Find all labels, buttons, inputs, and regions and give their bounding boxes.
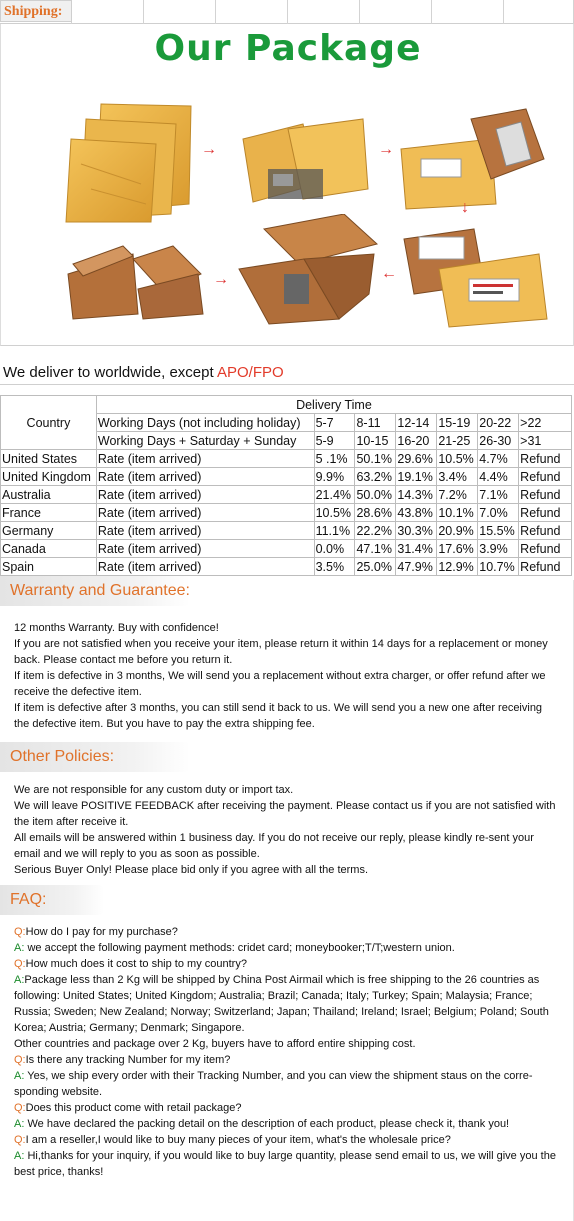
deliver-statement — [3, 364, 284, 381]
country-header: Country — [1, 396, 97, 450]
q-prefix: Q: — [14, 926, 26, 938]
faq-question: Q:Is there any tracking Number for my item? — [14, 1054, 231, 1066]
table-cell: 63.2% — [355, 468, 396, 486]
shipping-label: Shipping: — [0, 0, 72, 22]
grid-cell — [288, 0, 360, 24]
a-prefix: A: — [14, 1118, 25, 1130]
table-cell: 20-22 — [478, 414, 519, 432]
table-cell: 25.0% — [355, 558, 396, 576]
package-section — [0, 24, 574, 346]
grid-cell — [72, 0, 144, 24]
q-prefix: Q: — [14, 1102, 26, 1114]
table-cell: 15-19 — [437, 414, 478, 432]
rate-label: Rate (item arrived) — [96, 450, 314, 468]
arrow-right-icon: → — [378, 141, 394, 158]
divider — [0, 384, 574, 385]
faq-answer-extra: Other countries and package over 2 Kg, buyers have to afford entire shipping cost. — [14, 1038, 416, 1050]
faq-answer: A: Yes, we ship every order with their Tracking Number, and you can view the shipment staus on the corre-sponding website. — [14, 1070, 533, 1098]
top-grid-strip — [0, 0, 574, 24]
table-cell: Refund — [519, 486, 572, 504]
table-cell: 5-7 — [314, 414, 355, 432]
arrow-right-icon: → — [201, 141, 217, 158]
a-prefix: A: — [14, 942, 25, 954]
table-cell: 4.4% — [478, 468, 519, 486]
table-cell: 14.3% — [396, 486, 437, 504]
table-cell: Refund — [519, 540, 572, 558]
rate-label: Rate (item arrived) — [96, 558, 314, 576]
country-cell: Spain — [1, 558, 97, 576]
faq-heading: FAQ: — [0, 885, 104, 915]
table-cell: Refund — [519, 450, 572, 468]
table-cell: 3.4% — [437, 468, 478, 486]
envelope-with-item-image — [223, 114, 373, 214]
table-cell: 5-9 — [314, 432, 355, 450]
table-row — [1, 468, 572, 486]
table-cell: Refund — [519, 468, 572, 486]
working-days-weekend-label: Working Days + Saturday + Sunday — [96, 432, 314, 450]
grid-cell — [144, 0, 216, 24]
grid-cell — [360, 0, 432, 24]
faq-answer: A: Hi,thanks for your inquiry, if you would like to buy large quantity, please send email to us, we will give you the best price, thanks! — [14, 1150, 556, 1178]
grid-cell — [216, 0, 288, 24]
grid-cell — [432, 0, 504, 24]
faq-question: Q:Does this product come with retail package? — [14, 1102, 242, 1114]
rate-label: Rate (item arrived) — [96, 468, 314, 486]
table-row — [1, 396, 572, 414]
table-cell: 16-20 — [396, 432, 437, 450]
table-cell: 4.7% — [478, 450, 519, 468]
warranty-line: If you are not satisfied when you receive your item, please return it within 14 days for a replacement or money back. Please contact me before you return it. — [14, 638, 548, 666]
apo-fpo-highlight: APO/FPO — [217, 364, 284, 381]
rate-label: Rate (item arrived) — [96, 486, 314, 504]
table-row — [1, 540, 572, 558]
policies-body — [14, 782, 560, 878]
envelope-and-box-image — [396, 104, 546, 214]
q-prefix: Q: — [14, 1134, 26, 1146]
table-cell: 9.9% — [314, 468, 355, 486]
open-box-image — [63, 234, 208, 324]
policy-line: We are not responsible for any custom duty or import tax. — [14, 784, 294, 796]
table-row — [1, 504, 572, 522]
table-cell: 3.9% — [478, 540, 519, 558]
country-cell: United States — [1, 450, 97, 468]
rate-label: Rate (item arrived) — [96, 540, 314, 558]
table-cell: 21-25 — [437, 432, 478, 450]
table-cell: 7.2% — [437, 486, 478, 504]
package-title: Our Package — [154, 28, 422, 69]
faq-answer: A: We have declared the packing detail on the description of each product, please check it, thank you! — [14, 1118, 510, 1130]
table-cell: 50.1% — [355, 450, 396, 468]
deliver-text: We deliver to worldwide, except — [3, 364, 217, 381]
policies-heading: Other Policies: — [0, 742, 190, 772]
table-cell: 8-11 — [355, 414, 396, 432]
table-cell: 22.2% — [355, 522, 396, 540]
faq-answer: A: we accept the following payment methods: cridet card; moneybooker;T/T;western union. — [14, 942, 455, 954]
faq-answer: A:Package less than 2 Kg will be shipped by China Post Airmail which is free shipping to the 26 countries as following: United States; United Kingdom; Australia; Brazil; Canada; Italy; Turkey; Spain; Malaysia; France; Russia; Sweden; New Zealand; Norway; Switzerland; Japan; Thailand; Ireland; Israel; Belgium; Poland; South Korea; Austria; Germany; Denmark; Singapore. — [14, 974, 549, 1034]
grid-cell — [504, 0, 574, 24]
arrow-left-icon: ← — [381, 265, 397, 282]
country-cell: Germany — [1, 522, 97, 540]
warranty-body — [14, 620, 560, 732]
table-cell: 10.7% — [478, 558, 519, 576]
country-cell: Australia — [1, 486, 97, 504]
table-cell: 26-30 — [478, 432, 519, 450]
table-cell: 10.5% — [314, 504, 355, 522]
working-days-label: Working Days (not including holiday) — [96, 414, 314, 432]
table-cell: 7.0% — [478, 504, 519, 522]
table-cell: 7.1% — [478, 486, 519, 504]
table-cell: 30.3% — [396, 522, 437, 540]
table-cell: 15.5% — [478, 522, 519, 540]
table-cell: 28.6% — [355, 504, 396, 522]
delivery-time-header: Delivery Time — [96, 396, 571, 414]
sealed-envelope-image — [399, 219, 549, 329]
q-prefix: Q: — [14, 958, 26, 970]
table-cell: 20.9% — [437, 522, 478, 540]
faq-question: Q:How do I pay for my purchase? — [14, 926, 178, 938]
warranty-line: If item is defective after 3 months, you can still send it back to us. We will send you a new one after receiving the defective item. But you have to pay the extra shipping fee. — [14, 702, 543, 730]
box-with-item-image — [229, 214, 379, 326]
delivery-rate-table — [0, 395, 572, 576]
table-cell: 21.4% — [314, 486, 355, 504]
country-cell: United Kingdom — [1, 468, 97, 486]
arrow-down-icon: ↓ — [461, 199, 469, 216]
table-cell: 43.8% — [396, 504, 437, 522]
table-cell: 5 .1% — [314, 450, 355, 468]
table-cell: 31.4% — [396, 540, 437, 558]
policy-line: All emails will be answered within 1 business day. If you do not receive our reply, please kindly re-sent your email and we will reply to you as soon as possible. — [14, 832, 534, 860]
warranty-line: 12 months Warranty. Buy with confidence! — [14, 622, 219, 634]
table-cell: 10.1% — [437, 504, 478, 522]
table-cell: Refund — [519, 558, 572, 576]
table-cell: 19.1% — [396, 468, 437, 486]
table-cell: 0.0% — [314, 540, 355, 558]
table-cell: Refund — [519, 504, 572, 522]
table-cell: >22 — [519, 414, 572, 432]
faq-question: Q:How much does it cost to ship to my country? — [14, 958, 247, 970]
rate-label: Rate (item arrived) — [96, 522, 314, 540]
country-cell: France — [1, 504, 97, 522]
faq-question: Q:I am a reseller,I would like to buy many pieces of your item, what's the wholesale price? — [14, 1134, 451, 1146]
table-cell: 17.6% — [437, 540, 478, 558]
table-cell: 47.9% — [396, 558, 437, 576]
table-cell: 3.5% — [314, 558, 355, 576]
arrow-right-icon: → — [213, 271, 229, 288]
table-cell: 11.1% — [314, 522, 355, 540]
table-row — [1, 486, 572, 504]
a-prefix: A: — [14, 974, 25, 986]
table-cell: 10.5% — [437, 450, 478, 468]
warranty-line: If item is defective in 3 months, We will send you a replacement without extra charger, or offer refund after we receive the defective item. — [14, 670, 546, 698]
policy-line: We will leave POSITIVE FEEDBACK after receiving the payment. Please contact us if you are not satisfied with the item after receive it. — [14, 800, 556, 828]
table-cell: 12.9% — [437, 558, 478, 576]
q-prefix: Q: — [14, 1054, 26, 1066]
table-cell: Refund — [519, 522, 572, 540]
policy-line: Serious Buyer Only! Please place bid only if you agree with all the terms. — [14, 864, 369, 876]
table-cell: 12-14 — [396, 414, 437, 432]
warranty-heading: Warranty and Guarantee: — [0, 576, 190, 606]
table-row — [1, 558, 572, 576]
table-row — [1, 450, 572, 468]
table-cell: >31 — [519, 432, 572, 450]
table-row — [1, 522, 572, 540]
rate-label: Rate (item arrived) — [96, 504, 314, 522]
table-cell: 29.6% — [396, 450, 437, 468]
table-cell: 50.0% — [355, 486, 396, 504]
padded-envelopes-stack-image — [61, 94, 197, 224]
country-cell: Canada — [1, 540, 97, 558]
a-prefix: A: — [14, 1150, 25, 1162]
table-cell: 10-15 — [355, 432, 396, 450]
faq-body — [14, 924, 560, 1180]
table-cell: 47.1% — [355, 540, 396, 558]
a-prefix: A: — [14, 1070, 25, 1082]
